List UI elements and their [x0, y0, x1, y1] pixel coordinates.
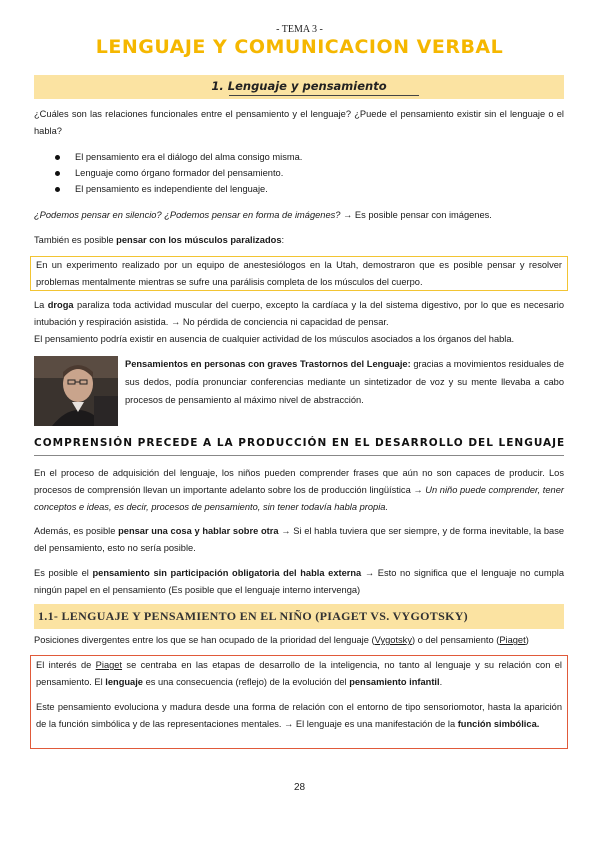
piaget-paragraph-1: [36, 657, 562, 691]
list-item: [55, 165, 302, 181]
bullet-icon: [55, 155, 60, 160]
also-text: → Si el habla tuviera que ser siempre, y de forma inevitable, la base del pensamiento, esto no sería posible.: [34, 526, 565, 553]
section-3-title: 1.1- LENGUAJE Y PENSAMIENTO EN EL NIÑO (PIAGET VS. VYGOTSKY): [38, 609, 468, 623]
vygotsky-link: Vygotsky: [374, 635, 412, 645]
piaget-link: Piaget: [499, 635, 526, 645]
acquisition-line1: En el proceso de adquisición del lenguaje, los niños pueden comprender frases que aún no son capaces de producir.: [34, 468, 545, 478]
positions-pre: Posiciones divergentes entre los que se han ocupado de la prioridad del lenguaje (: [34, 635, 375, 645]
also-bold: pensar una cosa y hablar sobre otra: [118, 526, 279, 536]
paralyzed-paragraph: [34, 232, 564, 249]
section-1-title: 1. Lenguaje y pensamiento: [211, 79, 387, 93]
list-item: [55, 181, 302, 197]
disorders-paragraph: [125, 355, 564, 409]
droga-bold: droga: [47, 300, 74, 310]
positions-mid: ) o del pensamiento (: [411, 635, 500, 645]
experiment-text: En un experimento realizado por un equipo de anestesiólogos en la Utah, demostraron que es posible pensar y resolver problemas mentalmente mientras se sufre una parálisis completa de los músculos del cuerpo.: [36, 260, 562, 287]
list-item: [55, 149, 302, 165]
droga-text: paraliza toda actividad muscular del cuerpo, excepto la cardíaca y la del sistema digestivo, por lo que es necesario intubación y respiración asistida. → No pérdida de conciencia ni capacidad de pensar.: [34, 300, 564, 327]
bullet-list: [55, 149, 302, 197]
bullet-icon: [55, 171, 60, 176]
section-2-rule: [34, 455, 564, 456]
droga-paragraph: [34, 297, 564, 348]
experiment-box: [30, 256, 568, 291]
acquisition-paragraph: [34, 465, 564, 516]
pensamiento-infantil-bold: pensamiento infantil: [349, 677, 440, 687]
page-number: 28: [293, 782, 306, 793]
bullet-text: El pensamiento era el diálogo del alma consigo misma.: [75, 152, 303, 162]
tema-label: - TEMA 3 -: [276, 24, 323, 35]
section-2-title: COMPRENSIÓN PRECEDE A LA PRODUCCIÓN EN EL DESARROLLO DEL LENGUAJE: [34, 437, 566, 449]
paralyzed-colon: :: [281, 235, 285, 245]
silence-question: ¿Podemos pensar en silencio? ¿Podemos pensar en forma de imágenes?: [34, 210, 341, 220]
piaget-p1-mid: se centraba en las etapas de desarrollo de la inteligencia, no tanto al lenguaje y su relación con el pensamiento. El: [36, 660, 562, 687]
piaget-p1-pre: El interés de: [36, 660, 96, 670]
also-paragraph: [34, 523, 564, 557]
piaget-p1-end: .: [439, 677, 443, 687]
section-1-header: [34, 75, 564, 99]
disorders-text: gracias a movimientos residuales de sus dedos, podía pronunciar conferencias mediante un sintetizador de voz y su mente llevaba a cabo procesos de pensamiento al máximo nivel de abstracción.: [125, 359, 564, 405]
intro-question: ¿Cuáles son las relaciones funcionales entre el pensamiento y el lenguaje? ¿Puede el pensamiento existir sin el lenguaje o el habla?: [34, 109, 564, 136]
document-title: LENGUAJE Y COMUNICACION VERBAL: [95, 36, 504, 58]
droga-line2: El pensamiento podría existir en ausencia de cualquier actividad de los músculos asociados a los órganos del habla.: [34, 334, 515, 344]
external-bold: pensamiento sin participación obligatoria del habla externa: [92, 568, 362, 578]
silence-paragraph: [34, 207, 564, 224]
portrait-photo: [34, 356, 118, 426]
bullet-icon: [55, 187, 60, 192]
paralyzed-bold: pensar con los músculos paralizados: [116, 235, 282, 245]
piaget-p1-mid2: es una consecuencia (reflejo) de la evolución del: [142, 677, 350, 687]
external-pre: Es posible el: [34, 568, 93, 578]
external-text: → Esto no significa que el lenguaje no cumpla ningún papel en el pensamiento (Es posible que el lenguaje interno intervenga): [34, 568, 564, 595]
external-paragraph: [34, 565, 564, 599]
bullet-text: El pensamiento es independiente del lenguaje.: [75, 184, 268, 194]
piaget-underline: Piaget: [95, 660, 123, 670]
bullet-text: Lenguaje como órgano formador del pensamiento.: [75, 168, 284, 178]
acquisition-line2: Los procesos de comprensión llevan un importante adelanto sobre los de producción lingüística →: [34, 468, 564, 495]
acquisition-italic: Un niño puede comprender, tener conceptos e ideas, es decir, procesos de pensamiento, sin tener todavía habla propia.: [34, 485, 564, 512]
funcion-simbolica-bold: función simbólica.: [457, 719, 540, 729]
positions-post: ): [525, 635, 529, 645]
piaget-box: [30, 655, 568, 749]
also-pre: Además, es posible: [34, 526, 119, 536]
droga-pre: La: [34, 300, 48, 310]
piaget-p2-text: Este pensamiento evoluciona y madura desde una forma de relación con el entorno de tipo sensoriomotor, hasta la aparición de la función simbólica y de las representaciones mentales. → El lenguaje es una manifestación de la: [36, 702, 562, 729]
positions-paragraph: [34, 632, 564, 649]
section-1-underline: [229, 95, 419, 96]
paralyzed-text: También es posible: [34, 235, 117, 245]
disorders-bold: Pensamientos en personas con graves Trastornos del Lenguaje:: [125, 359, 411, 369]
section-3-header: [34, 604, 564, 629]
silence-answer: → Es posible pensar con imágenes.: [340, 210, 492, 220]
lenguaje-bold: lenguaje: [105, 677, 143, 687]
piaget-paragraph-2: [36, 699, 562, 733]
